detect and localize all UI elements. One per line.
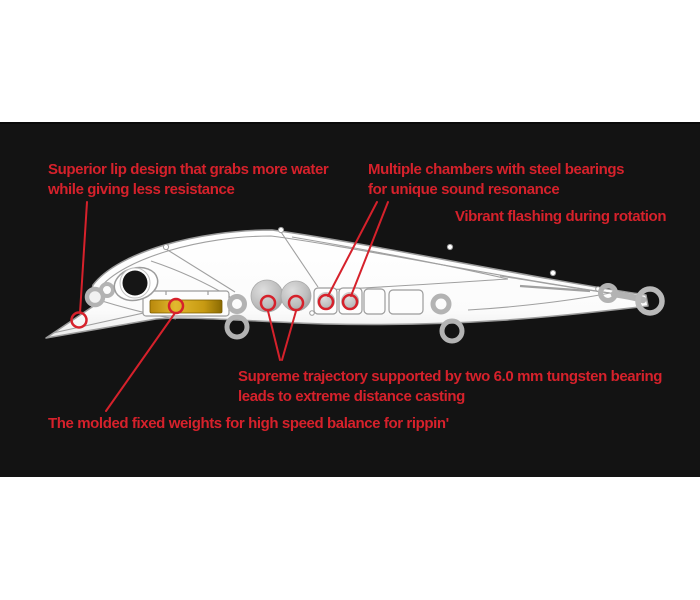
annotation-chambers-line-1: Multiple chambers with steel bearings bbox=[368, 161, 625, 178]
annotation-trajectory-line-2: leads to extreme distance casting bbox=[238, 387, 465, 405]
annotation-flash bbox=[455, 207, 666, 227]
annotation-weights bbox=[48, 414, 449, 434]
weight-chamber bbox=[143, 291, 229, 316]
empty-chamber-2 bbox=[389, 290, 423, 314]
empty-chamber-1 bbox=[364, 289, 385, 314]
annotation-trajectory-line-1: Supreme trajectory supported by two 6.0 mm tungsten bearing bbox=[238, 368, 662, 385]
annotation-chambers bbox=[368, 160, 624, 199]
annotation-lip bbox=[48, 160, 328, 199]
callout-line-weight bbox=[106, 313, 175, 411]
annotation-chambers-line-2: for unique sound resonance bbox=[368, 180, 560, 198]
annotation-lip-line-1: Superior lip design that grabs more water bbox=[48, 161, 329, 178]
rear-hook-hanger-bottom bbox=[442, 321, 462, 341]
eye-pupil bbox=[123, 271, 148, 296]
annotation-weights-line-1: The molded fixed weights for high speed balance for rippin' bbox=[48, 415, 449, 432]
annotation-trajectory bbox=[238, 367, 662, 406]
annotation-flash-line-1: Vibrant flashing during rotation bbox=[455, 208, 667, 225]
molded-fixed-weight bbox=[150, 300, 222, 313]
annotation-lip-line-2: while giving less resistance bbox=[48, 180, 235, 198]
